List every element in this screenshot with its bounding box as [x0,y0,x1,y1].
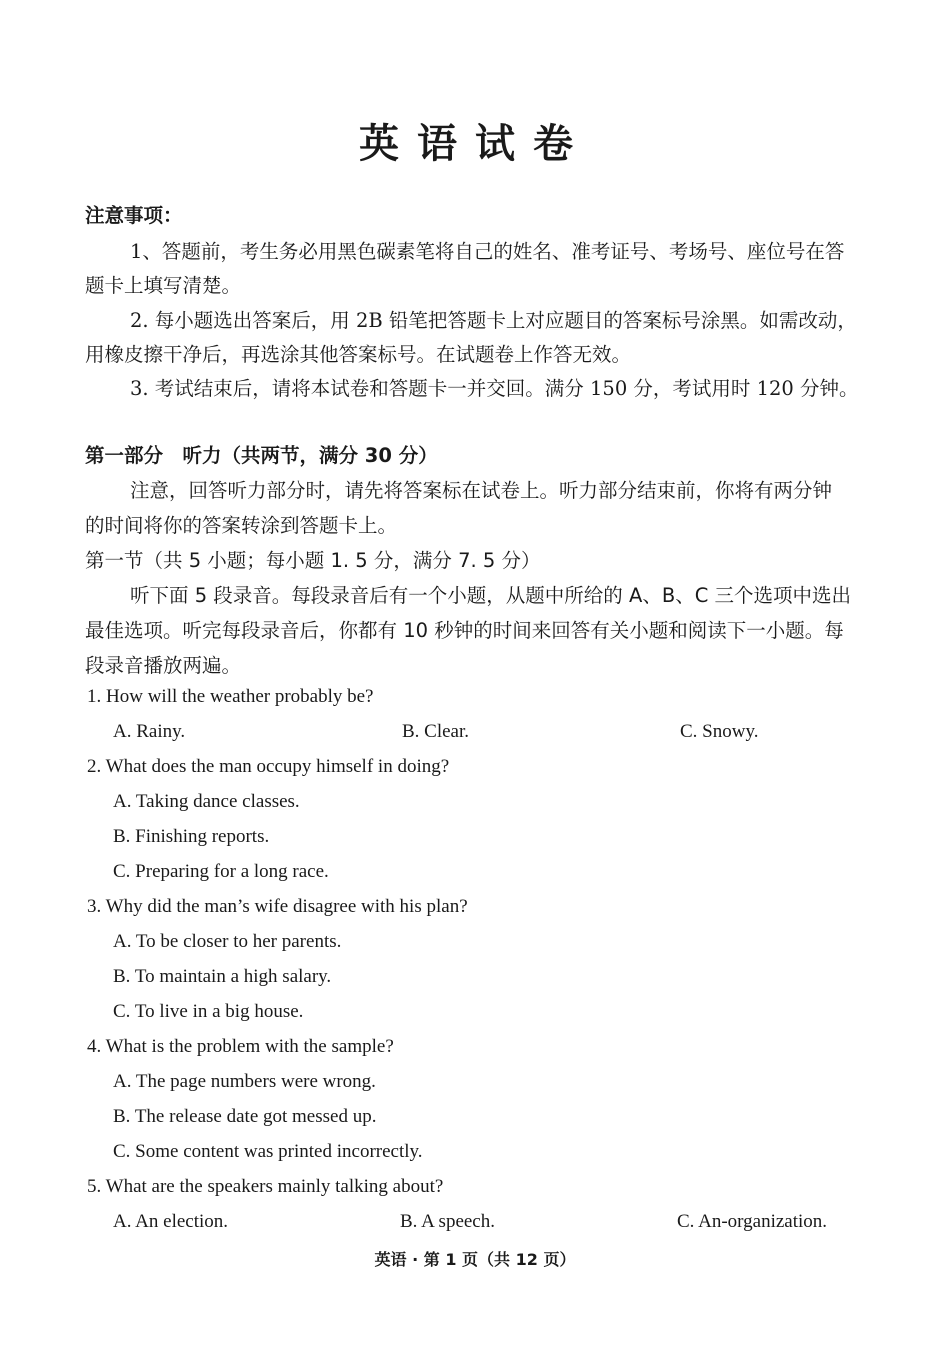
question-4-option-b: B. The release date got messed up. [113,1106,377,1127]
part1-note-line-2: 的时间将你的答案转涂到答题卡上。 [85,514,398,537]
question-4-option-a: A. The page numbers were wrong. [113,1071,376,1092]
question-4: 4. What is the problem with the sample? [87,1036,394,1057]
question-3: 3. Why did the man’s wife disagree with his plan? [87,896,468,917]
question-1-option-c: C. Snowy. [680,721,759,742]
question-5-option-c: C. An-organization. [677,1211,828,1232]
page-footer: 英语 · 第 1 页（共 12 页） [374,1250,576,1269]
question-1: 1. How will the weather probably be? [87,686,374,707]
notice-heading: 注意事项： [85,204,183,227]
question-3-option-a: A. To be closer to her parents. [113,931,342,952]
question-5: 5. What are the speakers mainly talking about? [87,1176,444,1197]
part1-heading: 第一部分 听力（共两节，满分 30 分） [85,444,438,467]
page-title: 英语试卷 [359,121,591,167]
part1-note-line-1: 注意，回答听力部分时，请先将答案标在试卷上。听力部分结束前，你将有两分钟 [130,479,833,502]
notice-item-3: 3. 考试结束后，请将本试卷和答题卡一并交回。满分 150 分，考试用时 120 分钟。 [130,377,859,400]
question-4-option-c: C. Some content was printed incorrectly. [113,1141,423,1162]
question-1-option-b: B. Clear. [402,721,470,742]
question-3-option-c: C. To live in a big house. [113,1001,304,1022]
question-3-option-b: B. To maintain a high salary. [113,966,332,987]
notice-item-2-line-1: 2. 每小题选出答案后，用 2B 铅笔把答题卡上对应题目的答案标号涂黑。如需改动， [130,309,857,332]
section1-instr-line-3: 段录音播放两遍。 [85,654,242,677]
notice-item-1-line-2: 题卡上填写清楚。 [85,274,242,297]
question-1-option-a: A. Rainy. [113,721,186,742]
question-2-option-c: C. Preparing for a long race. [113,861,329,882]
section1-heading: 第一节（共 5 小题；每小题 1. 5 分，满分 7. 5 分） [85,549,541,572]
question-5-option-b: B. A speech. [400,1211,495,1232]
question-5-option-a: A. An election. [113,1211,229,1232]
notice-item-1-line-1: 1、答题前，考生务必用黑色碳素笔将自己的姓名、准考证号、考场号、座位号在答 [130,240,845,263]
question-2-option-a: A. Taking dance classes. [113,791,300,812]
section1-instr-line-2: 最佳选项。听完每段录音后，你都有 10 秒钟的时间来回答有关小题和阅读下一小题。每 [85,619,844,642]
notice-item-2-line-2: 用橡皮擦干净后，再选涂其他答案标号。在试题卷上作答无效。 [85,343,632,366]
question-2-option-b: B. Finishing reports. [113,826,270,847]
question-2: 2. What does the man occupy himself in doing? [87,756,450,777]
section1-instr-line-1: 听下面 5 段录音。每段录音后有一个小题，从题中所给的 A、B、C 三个选项中选出 [130,584,852,607]
